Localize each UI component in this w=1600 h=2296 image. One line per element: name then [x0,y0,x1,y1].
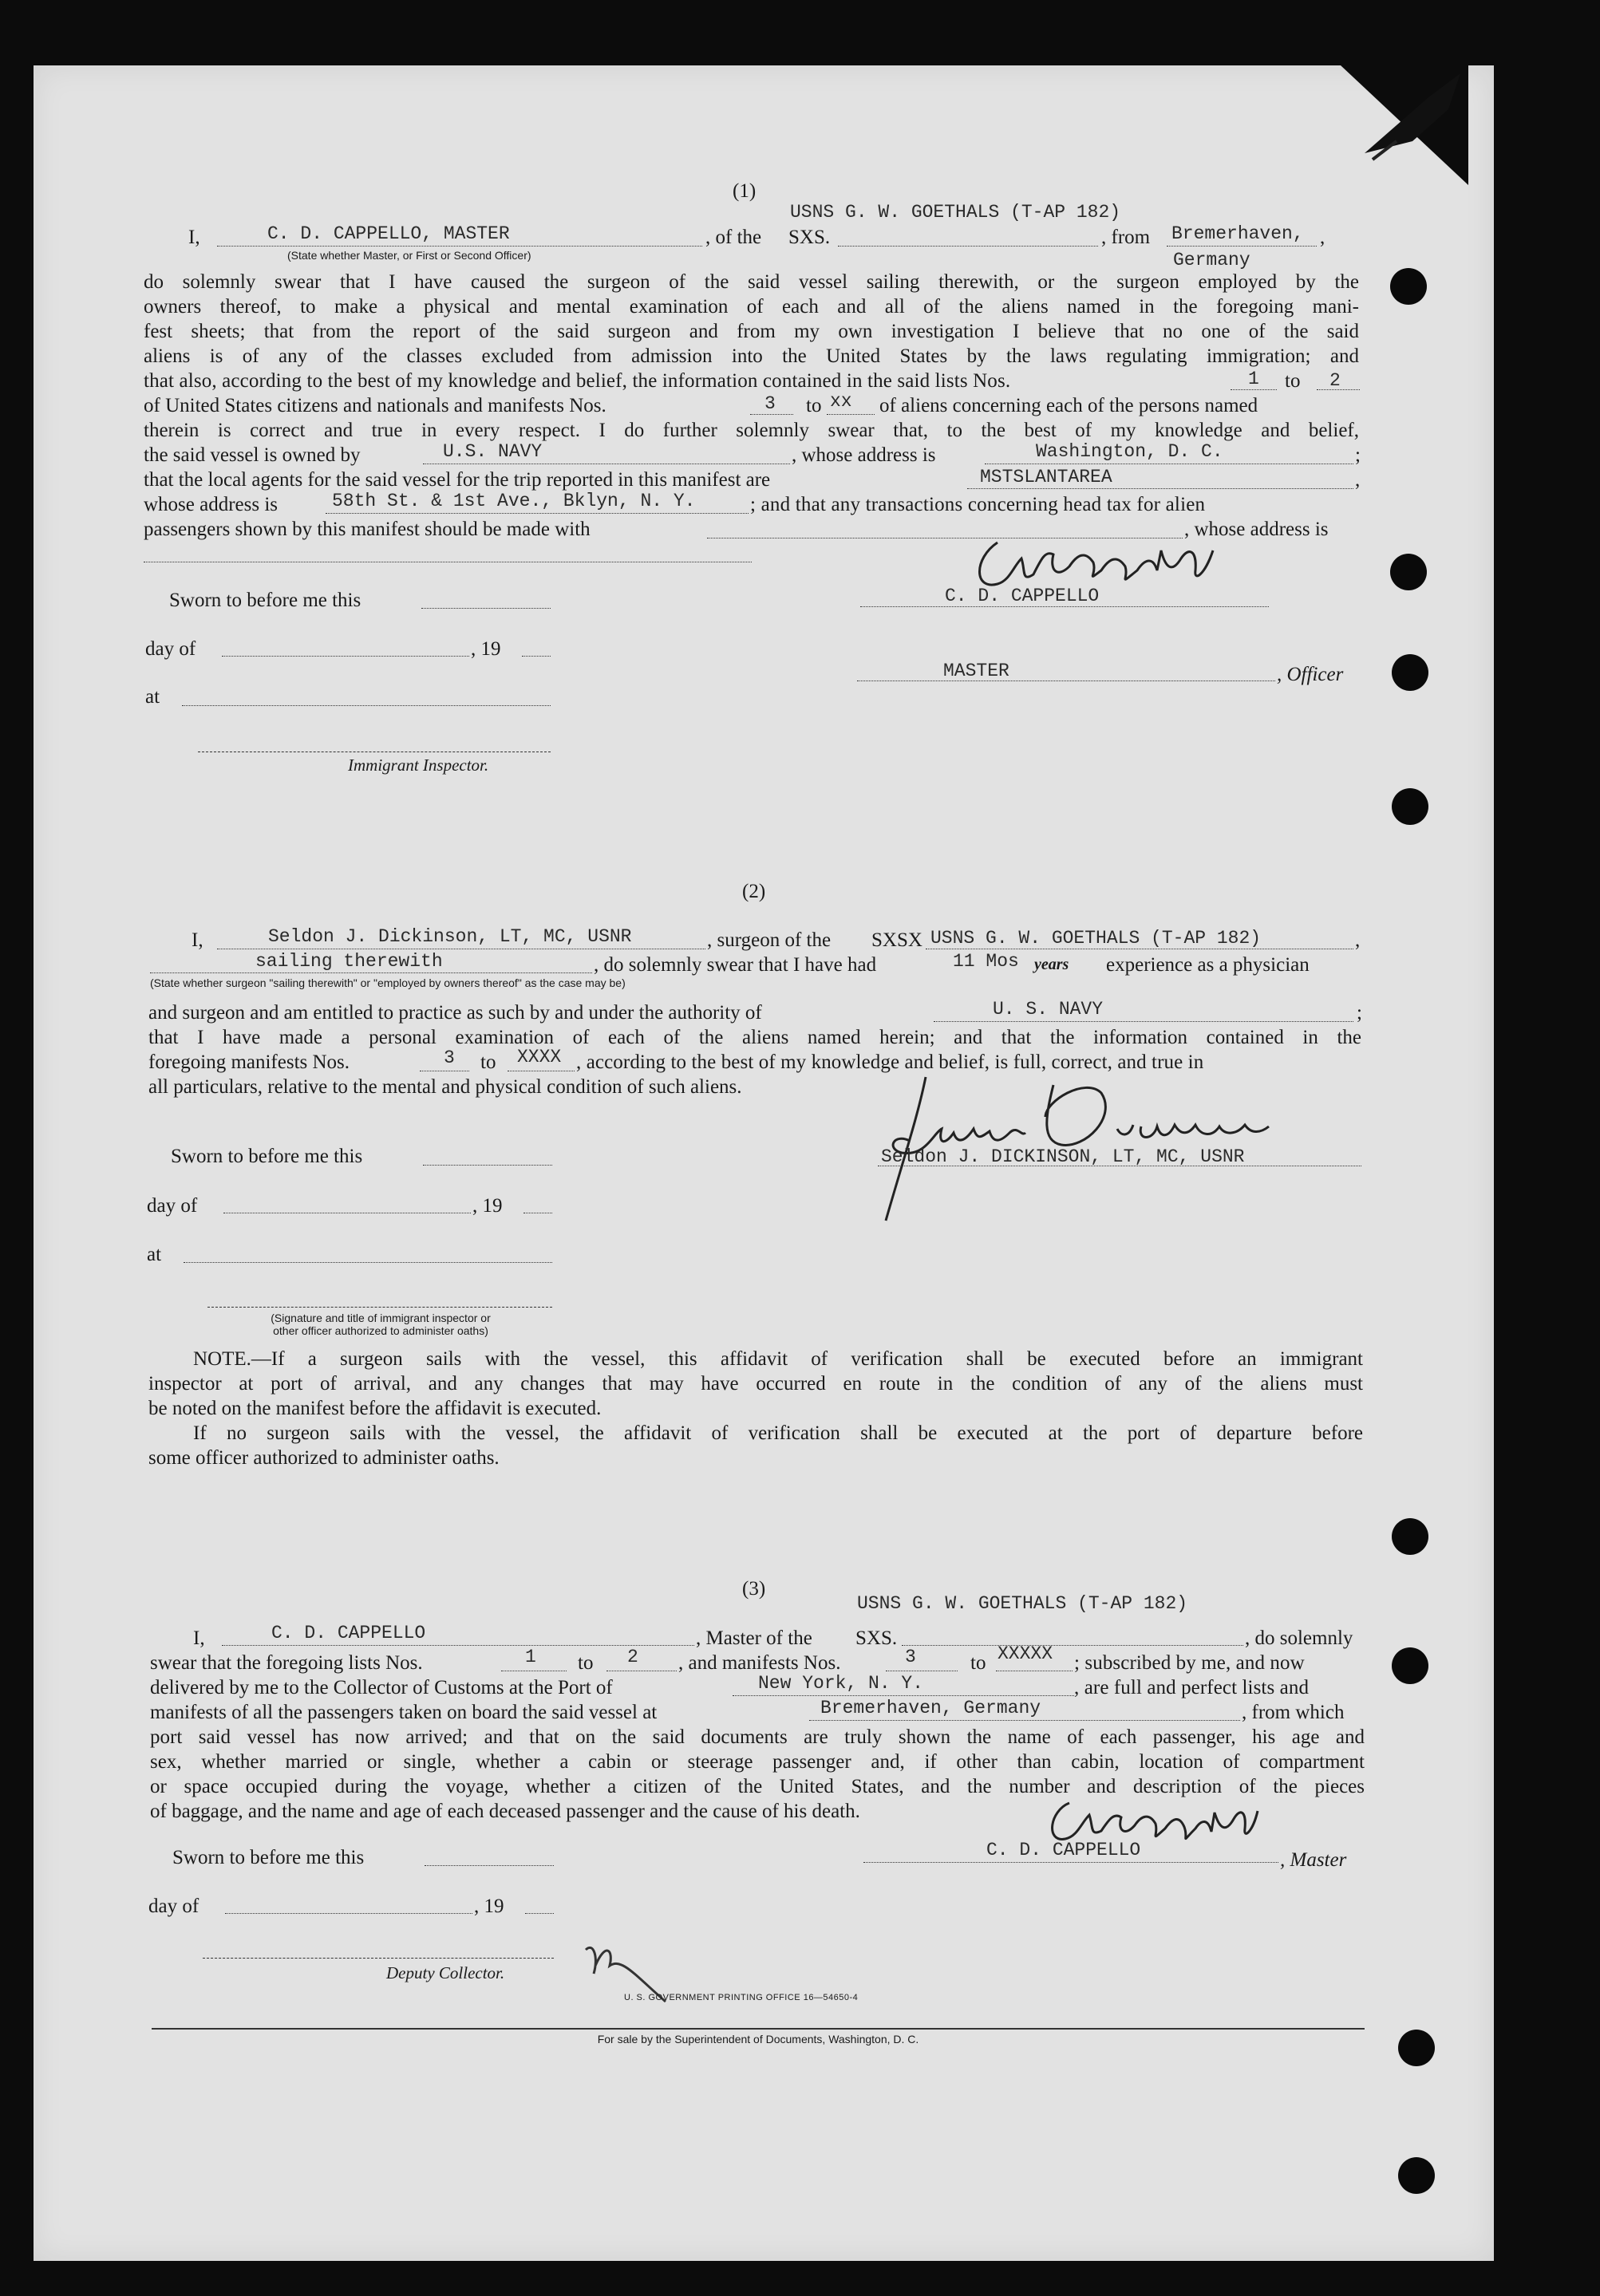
boarded-at-line [809,1720,1240,1721]
surgeon-name-field[interactable]: Seldon J. Dickinson, LT, MC, USNR [268,926,632,947]
sale-notice: For sale by the Superintendent of Documents, Washington, D. C. [597,2033,919,2045]
struck-ssx: SXSX [871,929,922,951]
master-rank-field[interactable]: MASTER [943,661,1009,681]
arrival-port-field[interactable]: New York, N. Y. [758,1673,924,1694]
agents-field[interactable]: MSTSLANTAREA [980,467,1112,487]
authority-line [934,1021,1353,1022]
agents-address-label: whose address is [144,494,279,515]
comma: , [1320,227,1325,248]
year-line [525,1913,554,1914]
note-line: NOTE.—If a surgeon sails with the vessel, this affidavit of verification shall be executed before an immigrant [193,1348,1363,1370]
at-label: at [145,686,160,708]
vessel-line [838,246,1098,247]
collector-line [203,1958,554,1959]
to-label: to [970,1652,986,1674]
owner-address-label: , whose address is [792,444,936,466]
oath-officer-caption-2: other officer authorized to administer oaths) [273,1324,488,1337]
agents-address-line [326,513,749,514]
master-caption: (State whether Master, or First or Second Officer) [287,249,531,262]
sworn-line [421,608,551,609]
binder-hole [1392,654,1428,691]
at-line [182,705,551,706]
oath-line: aliens is of any of the classes excluded from admission into the United States by the laws regulating immigration; and [144,345,1359,367]
officer-label: , Officer [1277,664,1344,685]
owner-address-field[interactable]: Washington, D. C. [1036,441,1223,462]
surgeon-of-label: , surgeon of the [707,929,832,951]
year-line [522,656,551,657]
year-label: , 19 [471,638,501,660]
oath-line: fest sheets; that from the report of the said surgeon and from my own investigation I believe that no one of the said [144,321,1359,342]
sworn-label: Sworn to before me this [171,1146,363,1167]
boarded-clause: manifests of all the passengers taken on board the said vessel at [150,1702,658,1723]
binder-hole [1398,2030,1435,2066]
master-signer-name: C. D. CAPPELLO [945,586,1100,606]
boarded-at-field[interactable]: Bremerhaven, Germany [820,1698,1041,1718]
binder-hole [1390,554,1427,590]
i-label: I, [188,227,200,248]
oath-line: port said vessel has now arrived; and that on the said documents are truly shown the name of each passenger, his age and [150,1726,1365,1748]
manifests-label: , and manifests Nos. [678,1652,841,1674]
master-name-field[interactable]: C. D. CAPPELLO [271,1623,426,1643]
manifests-clause: of United States citizens and nationals and manifests Nos. [144,395,606,416]
manifest-to-field[interactable]: xx [830,391,852,412]
foregoing-clause: foregoing manifests Nos. [148,1051,350,1073]
departure-port-field[interactable]: Bremerhaven, [1171,223,1304,244]
at-line [184,1262,552,1263]
sworn-line [423,1165,552,1166]
delivered-clause-end: , are full and perfect lists and [1074,1677,1310,1698]
binder-hole [1392,788,1428,825]
master-label: , Master [1280,1849,1347,1871]
section-number: (1) [733,180,757,202]
oath-line: sex, whether married or single, whether a cabin or steerage passenger and, if other than cabin, location of compartment [150,1751,1365,1773]
i-label: I, [193,1627,205,1649]
vessel-name-typed: USNS G. W. GOETHALS (T-AP 182) [790,202,1121,223]
master-signer-line [863,1862,1278,1863]
i-label: I, [192,929,203,951]
surgeon-vessel-field[interactable]: USNS G. W. GOETHALS (T-AP 182) [930,928,1262,949]
day-of-label: day of [147,1195,198,1217]
binder-hole [1392,1518,1428,1555]
comma: , [1355,929,1361,951]
surgeon-signer-name: Seldon J. DICKINSON, LT, MC, USNR [881,1146,1245,1167]
oath-line: that I have made a personal examination of each of the aliens named herein; and that the information contained in the [148,1027,1361,1048]
manifest-from-field[interactable]: 3 [444,1047,455,1068]
agents-address-field[interactable]: 58th St. & 1st Ave., Bklyn, N. Y. [332,491,696,511]
oath-line: or space occupied during the voyage, whether a citizen of the United States, and the number and description of the pieces [150,1776,1365,1797]
solemnly-label: , do solemnly [1245,1627,1353,1649]
to-label: to [578,1652,594,1674]
note-line: some officer authorized to administer oaths. [148,1447,500,1469]
foregoing-clause-end: , according to the best of my knowledge and belief, is full, correct, and true in [576,1051,1204,1073]
lists-from-field[interactable]: 1 [525,1647,536,1667]
manifest-to-field[interactable]: XXXXX [998,1643,1053,1664]
master-name-field[interactable]: C. D. CAPPELLO, MASTER [267,223,510,244]
departure-country: Germany [1173,250,1250,270]
oath-officer-line [207,1307,552,1308]
collector-label: Deputy Collector. [386,1963,505,1982]
master-signer-line [860,606,1269,607]
manifest-to-field[interactable]: XXXX [517,1047,562,1067]
subscribed-clause: ; subscribed by me, and now [1074,1652,1305,1674]
day-of-label: day of [148,1896,200,1917]
binder-hole [1390,268,1427,305]
manifest-from-field[interactable]: 3 [764,393,776,414]
struck-ss: SXS. [855,1627,898,1649]
owner-field[interactable]: U.S. NAVY [443,441,543,462]
at-label: at [147,1244,162,1265]
lists-clause: swear that the foregoing lists Nos. [150,1652,423,1674]
year-label: , 19 [472,1195,503,1217]
binder-hole [1398,2157,1435,2194]
sworn-label: Sworn to before me this [169,590,361,611]
authority-clause: and surgeon and am entitled to practice as such by and under the authority of [148,1002,762,1024]
oath-line: therein is correct and true in every respect. I do further solemnly swear that, to the best of my knowledge and belief, [144,420,1359,441]
vessel-name-typed: USNS G. W. GOETHALS (T-AP 182) [857,1593,1188,1614]
experience-clause: experience as a physician [1106,954,1310,976]
lists-to-field[interactable]: 2 [627,1647,638,1667]
master-of-label: , Master of the [696,1627,812,1649]
vessel-line [902,1645,1243,1646]
arrival-port-line [733,1695,1074,1696]
delivered-clause: delivered by me to the Collector of Customs at the Port of [150,1677,613,1698]
oath-line: of baggage, and the name and age of each deceased passenger and the cause of his death. [150,1801,860,1822]
oath-line: owners thereof, to make a physical and mental examination of each and all of the aliens named in the foregoing mani- [144,296,1359,318]
oath-line: all particulars, relative to the mental and physical condition of such aliens. [148,1076,742,1098]
binder-hole [1392,1647,1428,1684]
footer-rule [152,2028,1365,2030]
torn-corner [1341,65,1468,185]
from-label: , from [1101,227,1151,248]
master-signer-name: C. D. CAPPELLO [986,1840,1141,1860]
master-name-line [217,246,702,247]
master-name-line [222,1645,694,1646]
port-line [1167,246,1317,247]
comma: , [1355,469,1361,491]
note-line: If no surgeon sails with the vessel, the affidavit of verification shall be executed at the port of departure before [193,1422,1363,1444]
note-line: inspector at port of arrival, and any changes that may have occurred en route in the condition of any of the aliens must [148,1373,1363,1395]
day-line [225,1913,472,1914]
lists-from-line [1231,389,1277,390]
day-line [222,656,469,657]
sworn-line [425,1865,554,1866]
day-of-label: day of [145,638,196,660]
head-tax-clause-2: passengers shown by this manifest should be made with [144,519,591,540]
gpo-imprint: U. S. GOVERNMENT PRINTING OFFICE 16—54650-4 [624,1993,859,2002]
whose-address-label: , whose address is [1184,519,1329,540]
lists-from-field[interactable]: 1 [1248,369,1259,389]
boarded-clause-end: , from which [1242,1702,1345,1723]
lists-clause: that also, according to the best of my knowledge and belief, the information contained in the said lists Nos. [144,370,1011,392]
owner-clause: the said vessel is owned by [144,444,361,466]
head-tax-clause: ; and that any transactions concerning head tax for alien [750,494,1206,515]
of-the-label: , of the [705,227,762,248]
years-struck: years [1034,956,1069,973]
manifests-clause-end: of aliens concerning each of the persons named [879,395,1258,416]
swear-clause: , do solemnly swear that I have had [594,954,877,976]
inspector-label: Immigrant Inspector. [348,755,489,775]
semicolon: ; [1357,1002,1362,1024]
section-number: (3) [742,1578,766,1600]
struck-ss: SXS. [788,227,831,248]
authority-field[interactable]: U. S. NAVY [993,999,1104,1020]
experience-field[interactable]: 11 Mos [953,951,1019,972]
manifest-from-line [750,414,793,415]
oath-officer-caption: (Signature and title of immigrant inspector or [271,1312,491,1324]
sailing-line [150,972,592,973]
sworn-label: Sworn to before me this [172,1847,365,1868]
agents-line [967,488,1353,489]
manifest-to-line [827,414,875,415]
agents-clause: that the local agents for the said vessel for the trip reported in this manifest are [144,469,771,491]
to-label: to [1285,370,1301,392]
semicolon: ; [1355,444,1361,466]
lists-to-line [1317,389,1360,390]
sailing-field[interactable]: sailing therewith [255,951,443,972]
year-label: , 19 [474,1896,504,1917]
note-line: be noted on the manifest before the affidavit is executed. [148,1398,602,1419]
to-label: to [806,395,822,416]
lists-to-field[interactable]: 2 [1329,370,1341,391]
surgeon-caption: (State whether surgeon "sailing therewith" or "employed by owners thereof" as the case may be) [150,976,626,989]
section-number: (2) [742,881,766,902]
to-label: to [480,1051,496,1073]
manifest-from-field[interactable]: 3 [905,1647,916,1667]
oath-line: do solemnly swear that I have caused the surgeon of the said vessel sailing therewith, or the surgeon employed by the [144,271,1359,293]
